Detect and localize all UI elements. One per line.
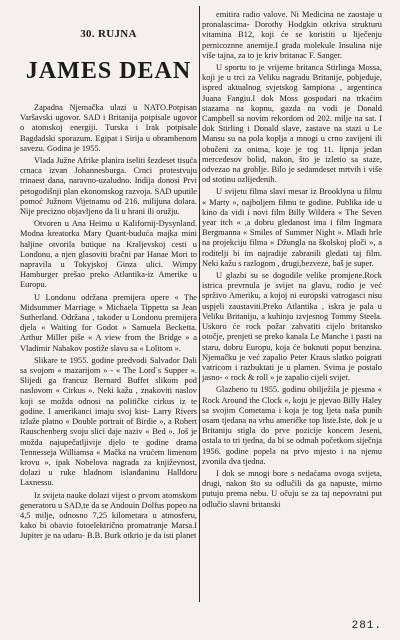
paragraph: U Londonu održana premijera opere « The Midsummer Marriage » Michaela Tippetta sa Jean Sutherland. Održana , također u Londonu premijera djela « Waiting for Godot » Samuela Becketta. Arthur Miller piše « A view from the Bridge » a Vladimir Nabakov postiže slavu sa « Lolitom ». — [20, 292, 197, 353]
paragraph: emitira radio valove. Ni Medicina ne zaostaje u pronalascima- Dorothy Hodgkin otkriva strukturu vitamina B12, koji će se koristiti u liječenju pernicoznne anemije.I građa molekule Insulina nije više tajna, za to je kriv britanac F. Sanger. — [202, 10, 382, 60]
paragraph: Glazbeno tu 1955. godinu obilježila je pjesma « Rock Around the Clock «, koju je pjevao Billy Haley sa svojim Cometama i koja je tog ljeta naša punih osam tjedana na vrhu američke top liste.Iste, dok je u Britaniju stigla do prve pozicije koncem Jeseni, ostala to tri tjedna, da bi se odmah početkom siječnja 1956. godine popela na prvo mjesto i na njemu zvonila dva tjedna. — [202, 385, 382, 466]
paragraph: Iz svijeta nauke dolazi vijest o prvom atomskom generatoru u SAD,te da se Andouin Dolfus popeo na 4,5 milje, odnosno 7,25 kilometara u atmosferu, kako bi obavio fotoelektrično promatranje Marsa.I Jupiter je na udaru- B.B. Burk otkrio je da isti planet — [20, 490, 197, 541]
paragraph: U glazbi su se dogodile velike promjene.Rock istrica prevrnula je svijet na glavu, rodio je već sprživo Ameriku, a kojoj ni europski vatrogasci nisu uspjeli zaustaviti.Preko Atlantika , iskra je pala u Veliku Britaniju, a kuhinju izvjesnog Tommy Steela. Uskoro će rock požar zahvatiti cijelo britansko otočje, prenjeti se preko kanala Le Manche i pasti na staru, dobru Europu, koja će buknuti poput benzina. Njemačku je već zapalio Peter Kraus slatko poigrati vatricom i razbuktati je u plamen. Svima je postalo jasno- « rock & roll » je zapalio cijeli svijet. — [202, 271, 382, 383]
paragraph: Slikare te 1955. godine predvodi Salvador Dali sa svojom « mazarijom » - « The Lord`s Supper ». Slijedi ga francuz Bernard Buffet slikom pod naslovom « Cirkus ». Neki kažu , znakoviti naslov koji se možda odnosi na političke cirkus iz te godine. I amerikanci imaju svoj kist- Larry Rivers izlaže platno « Double portrait of Birdie », a Robert Rauschenberg svoju slici daje naziv « Bed ». Još je možda najupečatljivije djelo te godine drama Tennesseja Williamsa « Mačka na vrućem limenom krovu », ipak Nobelova nagrada za književnost, dolazi u ruke hladnom islanđaninu Halldoru Laxnessu. — [20, 355, 197, 488]
chapter-title: JAMES DEAN — [25, 58, 192, 84]
paragraph: U sportu to je vrijeme britanca Stirlinga Mossa, koji je u trci za Veliku nagradu Britanije, pobjeđuje, ispred aktualnog svjetskog šampiona , argentinca Juana Fangiu.I dok Moss gospodari na trkaćim stazama na kopnu, gazda na vodi je Donald Campbell sa novim rekordom od 202. milje na sat. I dok Stirling i Donald slave, zastave na stazi u Le Mansu su na pola koplja a mnogi u crno zavijeni ili obučeni za onima, koje je tog 11. lipnja jedan mercedesov bolid, nakon, što je izletio sa staze, odvezao na groblje. Bilo je sedamdeset mrtvih i više od stotinu ozlijeđenih. — [202, 63, 382, 185]
left-column — [20, 28, 197, 544]
paragraph: U svijetu filma slavi mesar iz Brooklyna u filmu « Marty », najboljem filmu te godine. Publika ide u kino da vidi i novi film Billy Wildera « The Seven year itch « ,a dobru gledanost ima i film Ingmara Bergmanna « Smiles of Summer Night ». Mladi hrle na projekciju filma « Džungla na školskoj ploči », a roditelji bi im najradije zabranili gledati taj film. Neki kažu s razlogom , drugi,bezveze, baš je super. — [202, 187, 382, 268]
right-column — [202, 10, 382, 512]
paragraph: I dok se mnogi bore s nedaćama ovoga svijeta, drugi, nakon što su odlučili da ga napuste, mirno putuju prema nebu. U očuju se za taj nepovratni put odlučio slavni britanski — [202, 468, 382, 509]
column-divider — [199, 6, 200, 602]
paragraph: Vlada Južne Afrike planira iseliti šezdeset tisuća crnaca izvan Johannesburga. Crnci protestvuju trinaest dana, naravno-uzaludno. Indija donosi Prvi petogodišnji plan ekonomskog razvoja. SAD uputile pomoć Južnom Vijetnamu od 216. milijuna dolara. Nije precizno objavljeno da li u hrani ili oružju. — [20, 156, 197, 217]
page-number: 281. — [351, 620, 382, 632]
paragraph: Otvoren u Ana Heimu u Kalifornij-Dysynland. Modna kreatorka Mary Quant-buduća majka mini haljine otvorila butique na Kraljevskoj cesti u Londonu, a njen glasoviti bračni par Hanae Mori to napravila u Tokyjskoj Ginza ulici. Wimpy Hamburger prešao preko Atlantika-iz Amerike u Europu. — [20, 219, 197, 290]
paragraph: Zapadna Njemačka ulazi u NATO.Potpisan Varšavski ugovor. SAD i Britanija potpisale ugovor o atomskoj energiji. Turska i Irak potpisale Bagdadski sporazum. Egipat i Sirija u obrambenom savezu. Godina je 1955. — [20, 103, 197, 153]
chapter-date: 30. RUJNA — [80, 28, 137, 40]
